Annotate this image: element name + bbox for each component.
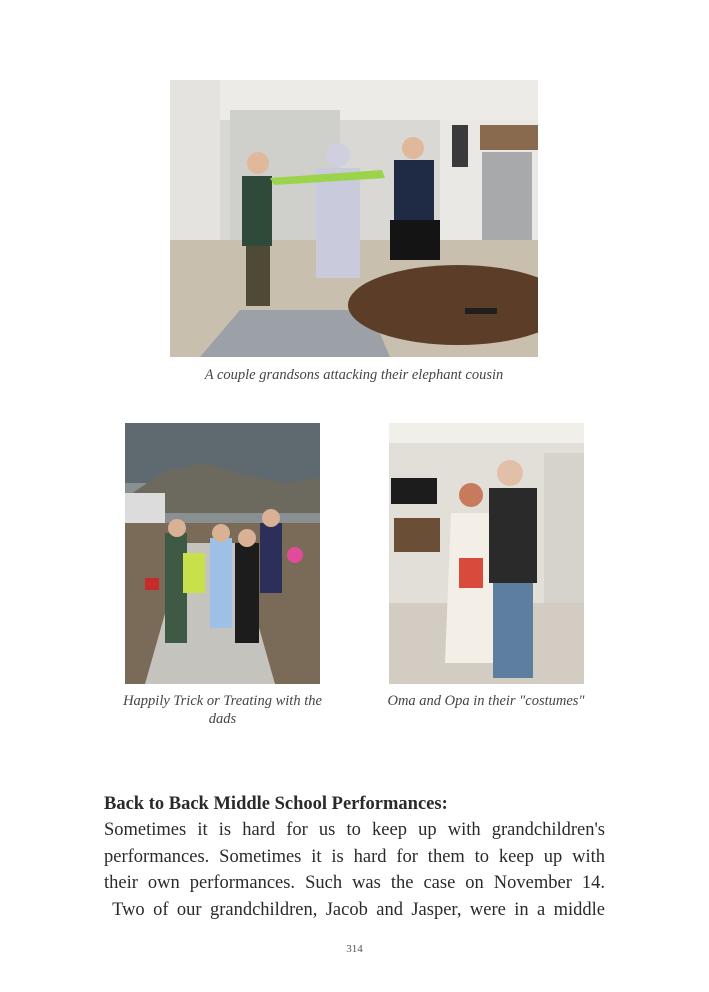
photo-oma-opa <box>389 423 584 684</box>
paragraph-line: their own performances. Such was the case on November 14. <box>104 873 605 893</box>
page-number: 314 <box>346 943 363 955</box>
photo-caption-top: A couple grandsons attacking their elephant cousin <box>204 367 504 383</box>
photo-grandsons-elephant <box>170 80 538 357</box>
photo-caption-right: Oma and Opa in their "costumes" <box>387 693 585 709</box>
section-heading: Back to Back Middle School Performances: <box>104 794 448 814</box>
photo-caption-left: Happily Trick or Treating with the dads <box>123 693 322 727</box>
paragraph-line: Two of our grandchildren, Jacob and Jasper, were in a middle <box>104 899 605 920</box>
paragraph-line: Sometimes it is hard for us to keep up with grandchildren's <box>104 820 605 840</box>
photo-trick-or-treating <box>125 423 320 684</box>
paragraph-line: performances. Sometimes it is hard for them to keep up with <box>104 846 605 867</box>
body-paragraph <box>104 817 605 923</box>
